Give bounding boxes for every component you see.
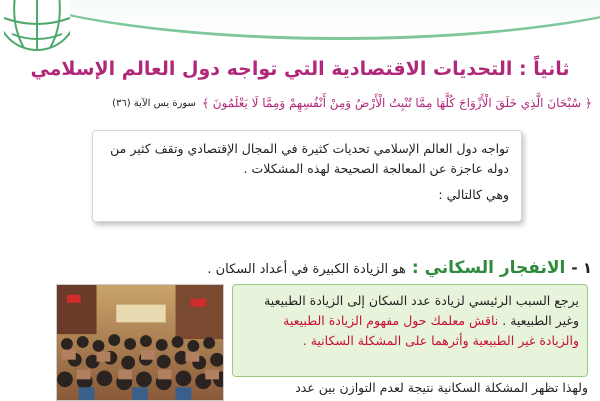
section-number: ١ - — [571, 259, 592, 277]
discussion-intro: يرجع السبب الرئيسي لزيادة عدد السكان إلى الزيادة الطبيعية وغير الطبيعية . — [264, 293, 579, 328]
page-title: ثانياً : التحديات الاقتصادية التي تواجه دول العالم الإسلامي — [30, 58, 570, 80]
discussion-prompt: ناقش معلمك حول مفهوم الزيادة الطبيعية والزيادة غير الطبيعية وأثرهما على المشكلة السكانية . — [283, 313, 579, 348]
globe-icon — [4, 0, 70, 52]
discussion-box — [232, 284, 588, 377]
header-curve — [0, 0, 600, 40]
verse-reference: سورة يس الآية (٣٦) — [112, 97, 196, 109]
intro-list-lead: وهي كالتالي : — [438, 187, 509, 202]
intro-paragraph: تواجه دول العالم الإسلامي تحديات كثيرة في المجال الإقتصادي وتقف كثير من دوله عاجزة عن المعالجة الصحيحة لهذه المشكلات . — [110, 141, 509, 176]
section-title: الانفجار السكاني : — [411, 258, 566, 278]
crowd-photo — [56, 284, 224, 401]
header-band — [0, 0, 600, 62]
intro-card — [92, 130, 522, 222]
section-definition: هو الزيادة الكبيرة في أعداد السكان . — [207, 262, 406, 277]
continuation-text: ولهذا تظهر المشكلة السكانية نتيجة لعدم التوازن بين عدد — [295, 380, 588, 395]
quran-verse: ﴿ سُبْحَانَ الَّذِي خَلَقَ الْأَزْوَاجَ كُلَّهَا مِمَّا تُنْبِتُ الْأَرْضُ وَمِنْ أَنْفُسِهِمْ وَمِمَّا لَا يَعْلَمُونَ ﴾ — [201, 96, 592, 110]
section-heading — [192, 258, 592, 278]
verse-line — [8, 96, 592, 110]
